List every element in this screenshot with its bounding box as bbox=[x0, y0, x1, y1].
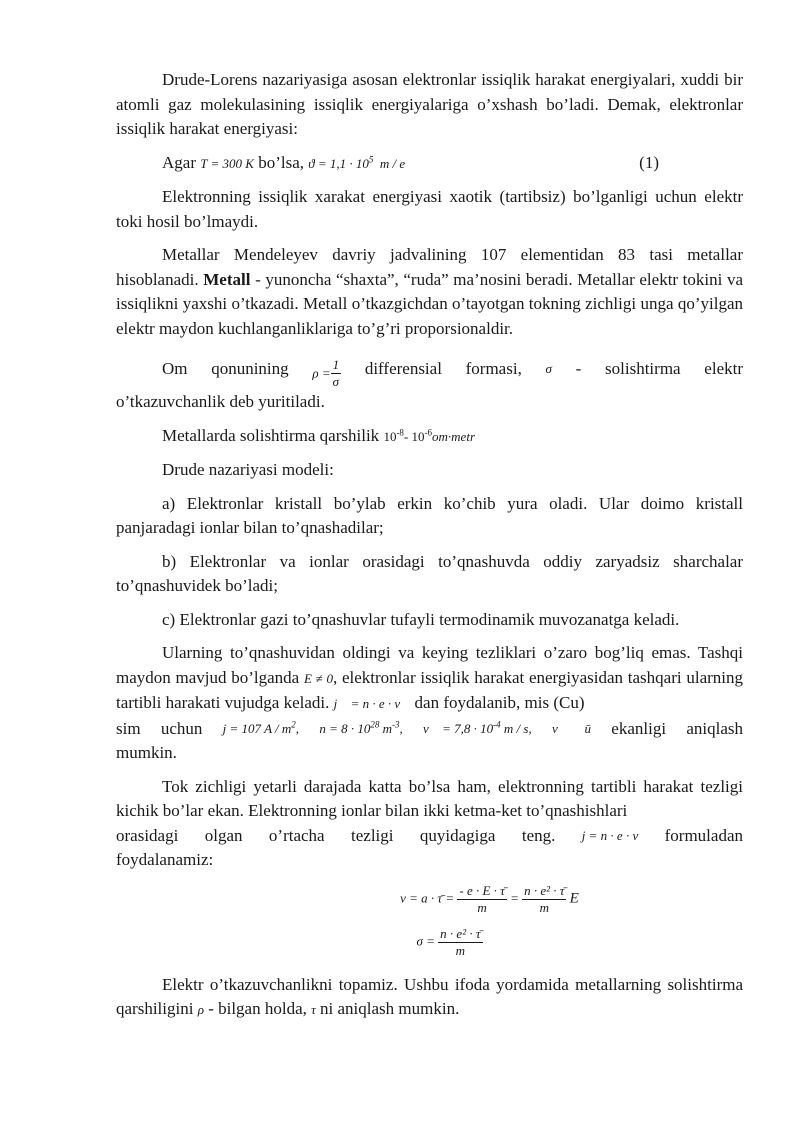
list-item-a: a) Elektronlar kristall bo’ylab erkin ko’chib yura oladi. Ular doimo kristall panjaradagi ionlar bilan to’qnashadilar; bbox=[116, 493, 743, 537]
resistivity-range: $10^{-8}-$ $10^{-6}om\cdot metr$ bbox=[383, 427, 475, 444]
paragraph-metals: Metallar Mendeleyev davriy jadvalining 107 elementidan 83 tasi metallar hisoblanadi. Metall - yunoncha “shaxta”, “ruda” ma’nosini beradi. Metallar elektr tokini va issiqlikni yaxshi o’tkazadi. Metall o’tkazgichdan o’tayotgan tokning zichligi unga qo’yilgan elektr maydon kuchlanganliklariga to’g’ri proporsionaldir. bbox=[116, 245, 744, 338]
formula-conductivity: σ = $\frac{\text{n · e² · τ̄}}{m}$ bbox=[416, 925, 481, 958]
paragraph-conductivity: Elektr o’tkazuvchanlikni topamiz. Ushbu ifoda yordamida metallarning solishtirma qarshiligini ρ - bilgan holda, τ ni aniqlash mumkin. bbox=[116, 974, 743, 1018]
paragraph-resistivity: Metallarda solishtirma qarshilik $10^{-8}-$ $10^{-6}om\cdot metr$ bbox=[162, 425, 475, 445]
term-metall: Metall bbox=[203, 269, 251, 289]
paragraph-chaotic: Elektronning issiqlik xarakat energiyasi xaotik (tartibsiz) bo’lganligi uchun elektr toki hosil bo’lmaydi. bbox=[116, 187, 743, 231]
formula-velocity: v = a · τ̄ = $\frac{- e \cdot E \cdot \taū}{m}$ = $\frac{\text{n · e² · τ̄}}{m}$ E bbox=[400, 882, 579, 915]
equation-1-line bbox=[116, 151, 743, 177]
paragraph-drude-model: Drude nazariyasi modeli: bbox=[162, 460, 334, 479]
paragraph-drude-lorens: Drude-Lorens nazariyasiga asosan elektronlar issiqlik harakat energiyalari, xuddi bir atomli gaz molekulasining issiqlik energiyalariga o’xshash bo’ladi. Demak, elektronlar issiqlik harakat energiyasi: bbox=[116, 70, 743, 138]
document-page bbox=[116, 68, 743, 1023]
paragraph-copper: Ularning to’qnashuvidan oldingi va keying tezliklari o’zaro bog’liq emas. Tashqi maydon mavjud bo’lganda E ≠ 0, elektronlar issiqlik harakat energiyasidan tashqari ularning tartibli harakati vujudga keladi. j⃗ = n · e · v⃗ dan foydalanib, mis (Cu) sim uchun j = 107 A / $m^2$, $n = 8 \cdot 10^{28}$ $m^{-3}$, v⃗ = $7,8 \cdot 10^{-4}$ m / s, v⃗ ≪ ū ekanligi aniqlash mumkin. bbox=[116, 643, 743, 762]
paragraph-ohm: Om qonunining ρ = $\frac{1}{\sigma}$ differensial formasi, σ - solishtirma elektr o’tkazuvchanlik deb yuritiladi. bbox=[116, 357, 743, 411]
equation-1-body bbox=[162, 151, 405, 177]
paragraph-drift: Tok zichligi yetarli darajada katta bo’lsa ham, elektronning tartibli harakat tezligi kichik bo’lar ekan. Elektronning ionlar bilan ikki ketma-ket to’qnashishlari orasidagi olgan o’rtacha tezligi quyidagiga teng. j = n · e · v formuladan foydalanamiz: bbox=[116, 776, 743, 869]
equation-number: (1) bbox=[639, 152, 659, 172]
list-item-c: c) Elektronlar gazi to’qnashuvlar tufayli termodinamik muvozanatga keladi. bbox=[162, 609, 680, 629]
list-item-b: b) Elektronlar va ionlar orasidagi to’qnashuvda oddiy zaryadsiz sharchalar to’qnashuvidek bo’ladi; bbox=[116, 551, 743, 595]
rho-fraction: ρ = $\frac{1}{\sigma}$ bbox=[312, 357, 340, 389]
text-agar: Agar bbox=[162, 152, 196, 172]
velocity-expr: $ϑ = 1,1 \cdot 10^5$ m / e bbox=[308, 154, 406, 171]
temperature-expr: T = 300 K bbox=[200, 155, 254, 171]
text-bolsa: bo’lsa, bbox=[258, 152, 304, 172]
